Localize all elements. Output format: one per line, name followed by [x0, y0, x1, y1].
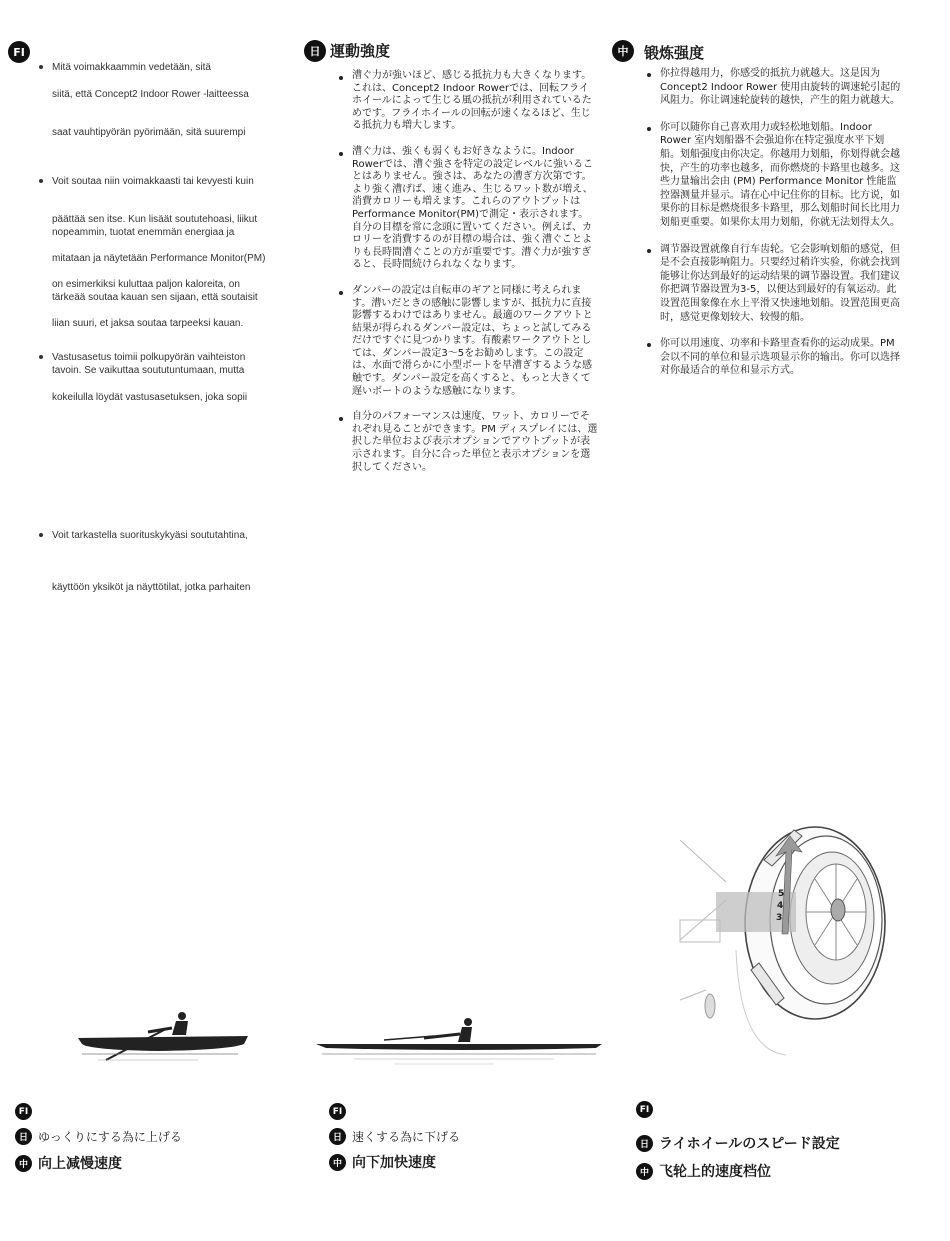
caption-left-ja: [15, 1128, 182, 1145]
ja-item: ダンパーの設定は自転車のギアと同様に考えられます。漕いだときの感触に影響しますが、抵抗力に直接影響するわけではありません。最適のワークアウトと結果が得られるダンパー設定は、ちょっと試してみるだけですぐに見つかります。有酸素ワークアウトとしては、ダンパー設定3〜5をお勧めします。この設定は、水面で滑らかに小型ボートを早漕ぎするような感触です。ダンパー設定を高くすると、もっと大きくて遅いボートのような感触になります。: [336, 285, 598, 398]
fi-line: on esimerkiksi kuluttaa paljon kaloreita, on: [52, 279, 240, 290]
damper-scale-3: 3: [776, 913, 783, 923]
fi-line: saat vauhtipyörän pyörimään, sitä suurempi: [52, 127, 246, 138]
damper-scale-4: 4: [777, 901, 784, 911]
rowboat-slow-illustration: [68, 1008, 258, 1068]
caption-text: 向下加快速度: [352, 1155, 436, 1171]
zh-item: 你可以用速度、功率和卡路里查看你的运动成果。PM 会以不同的单位和显示选项显示你的输出。你可以选择对你最适合的单位和显示方式。: [644, 337, 902, 378]
fi-line: liian suuri, et jaksa soutaa tarpeeksi kauan.: [52, 318, 244, 329]
ja-column: [336, 70, 598, 487]
zh-item: 你可以随你自己喜欢用力或轻松地划船。Indoor Rower 室内划船器不会强迫你在特定强度水平下划船。划船强度由你决定。你越用力划船，你划得就会越快，产生的功率也越多，而你燃烧的卡路里也越多。这些力量输出会由 (PM) Performance Monitor 性能监控器测量并显示。请在心中记住你的目标。比方说，如果你的目标是燃烧很多卡路里，那么划船时间长比用力划船更重要。如果你太用力划船，你就无法划得太久。: [644, 121, 902, 230]
caption-right-ja: [636, 1133, 840, 1153]
fi-line: siitä, että Concept2 Indoor Rower -laitteessa: [52, 89, 249, 100]
zh-badge: 中: [636, 1163, 653, 1180]
caption-text: ゆっくりにする為に上げる: [38, 1130, 182, 1144]
fi-badge: FI: [329, 1103, 346, 1120]
fi-line: päättää sen itse. Kun lisäät soututehoasi, liikut: [52, 214, 258, 225]
ja-item: 漕ぐ力が強いほど、感じる抵抗力も大きくなります。これは、Concept2 Indoor Rowerでは、回転フライホイールによって生じる風の抵抗が利用されているためです。フライホイールの回転が速くなるほど、生じる抵抗力も増大します。: [336, 70, 598, 133]
zh-item: 调节器设置就像自行车齿轮。它会影响划船的感觉，但是不会直接影响阻力。只要经过稍许实验，你就会找到能够让你达到最好的运动结果的调节器设置。我们建议你把调节器设置为3-5，以便达到最好的有氧运动。此设置范围象像在水上平滑又快速地划船。设置范围更高时，感觉更像划较大、较慢的船。: [644, 243, 902, 325]
damper-scale-5: 5: [778, 889, 785, 899]
ja-badge: 日: [15, 1128, 32, 1145]
fi-line: mitataan ja näytetään Performance Monitor(PM): [52, 253, 266, 264]
ja-badge: 日: [636, 1135, 653, 1152]
flywheel-damper-illustration: [676, 800, 890, 1060]
zh-badge: 中: [612, 40, 634, 62]
fi-badge: FI: [636, 1101, 653, 1118]
fi-badge: FI: [15, 1103, 32, 1120]
zh-badge: 中: [15, 1155, 32, 1172]
fi-badge: FI: [8, 41, 30, 63]
caption-text: 向上减慢速度: [38, 1156, 122, 1172]
caption-left-zh: [15, 1153, 122, 1173]
fi-line: tavoin. Se vaikuttaa soututuntumaan, mutta: [52, 365, 245, 376]
zh-badge: 中: [329, 1154, 346, 1171]
racing-shell-fast-illustration: [314, 1014, 606, 1070]
fi-line: tärkeää soutaa kauan sen sijaan, että soutaisit: [52, 292, 258, 303]
caption-right-zh: [636, 1161, 771, 1181]
ja-item: 漕ぐ力は、強くも弱くもお好きなように。Indoor Rowerでは、漕ぐ強さを特定の設定レベルに強いることはありません。強さは、あなたの漕ぎ方次第です。より強く漕げば、速く進み、生じるワット数が増え、消費カロリーも増えます。これらのアウトプットは Performance Monitor(PM)で測定・表示されます。自分の目標を常に念頭に置いてください。例えば、カロリーを消費するのが目標の場合は、強く漕ぐことよりも長時間漕ぐことの方が重要です。漕ぐ力が強すぎると、長時間続けられなくなります。: [336, 146, 598, 272]
caption-text: ライホイールのスピード設定: [659, 1136, 840, 1152]
caption-text: 速くする為に下げる: [352, 1130, 461, 1144]
ja-heading: 運動強度: [330, 42, 391, 60]
zh-item: 你拉得越用力，你感受的抵抗力就越大。这是因为Concept2 Indoor Rower 使用由旋转的调速轮引起的风阻力。你让调速轮旋转的越快，产生的阻力就越大。: [644, 67, 902, 108]
caption-middle-zh: [329, 1152, 436, 1172]
ja-item: 自分のパフォーマンスは速度、ワット、カロリーでそれぞれ見ることができます。PM ディスプレイには、選択した単位および表示オプションでアウトプットが表示されます。自分に合った単位と表示オプションを選択してください。: [336, 411, 598, 474]
fi-line: Voit soutaa niin voimakkaasti tai kevyesti kuin: [52, 175, 322, 188]
fi-line: Voit tarkastella suorituskykyäsi soututahtina,: [52, 529, 322, 542]
fi-line: käyttöön yksiköt ja näyttötilat, jotka parhaiten: [52, 582, 251, 593]
fi-line: kokeilulla löydät vastusasetuksen, joka sopii: [52, 392, 248, 403]
zh-heading: 锻炼强度: [644, 44, 705, 62]
fi-line: nopeammin, tuotat enemmän energiaa ja: [52, 227, 235, 238]
caption-text: 飞轮上的速度档位: [659, 1164, 771, 1180]
caption-middle-ja: [329, 1128, 460, 1145]
fi-line: Vastusasetus toimii polkupyörän vaihteiston: [52, 351, 322, 364]
ja-badge: 日: [304, 40, 326, 62]
zh-column: [644, 67, 902, 391]
ja-badge: 日: [329, 1128, 346, 1145]
fi-line: Mitä voimakkaammin vedetään, sitä: [52, 61, 322, 74]
